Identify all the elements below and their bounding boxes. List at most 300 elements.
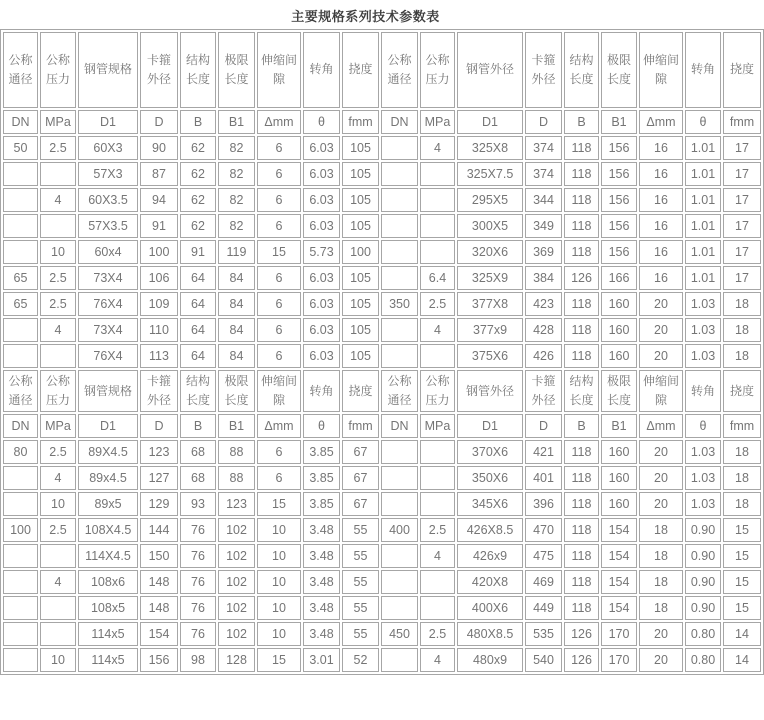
cell: 127 <box>140 466 178 490</box>
cell: 15 <box>723 570 761 594</box>
cell: 400X6 <box>457 596 523 620</box>
cell: 350 <box>381 292 418 316</box>
cell: 6.03 <box>303 318 340 342</box>
column-header: 卡箍外径 <box>525 370 562 412</box>
column-header: 卡箍外径 <box>525 32 562 108</box>
cell: 1.03 <box>685 318 721 342</box>
cell: 3.85 <box>303 440 340 464</box>
cell: 2.5 <box>420 292 455 316</box>
cell: 170 <box>601 622 637 646</box>
cell: 118 <box>564 214 599 238</box>
cell: 55 <box>342 518 379 542</box>
cell: 100 <box>342 240 379 264</box>
cell: 84 <box>218 266 255 290</box>
cell: 17 <box>723 266 761 290</box>
cell <box>3 544 38 568</box>
unit-header: θ <box>685 414 721 438</box>
cell: 65 <box>3 266 38 290</box>
unit-header: MPa <box>40 110 76 134</box>
cell: 98 <box>180 648 216 672</box>
unit-header: DN <box>3 110 38 134</box>
cell: 20 <box>639 440 683 464</box>
cell: 119 <box>218 240 255 264</box>
cell: 160 <box>601 440 637 464</box>
cell: 16 <box>639 214 683 238</box>
cell: 18 <box>723 344 761 368</box>
units-row-1 <box>3 110 761 134</box>
cell: 6 <box>257 318 301 342</box>
cell: 156 <box>601 188 637 212</box>
cell: 62 <box>180 214 216 238</box>
cell <box>3 570 38 594</box>
cell: 320X6 <box>457 240 523 264</box>
cell: 65 <box>3 292 38 316</box>
cell: 4 <box>420 544 455 568</box>
unit-header: fmm <box>342 110 379 134</box>
cell: 154 <box>601 570 637 594</box>
unit-header: Δmm <box>257 414 301 438</box>
cell: 10 <box>257 544 301 568</box>
cell <box>40 596 76 620</box>
column-header: 挠度 <box>723 370 761 412</box>
cell: 17 <box>723 136 761 160</box>
cell: 15 <box>723 596 761 620</box>
cell: 5.73 <box>303 240 340 264</box>
cell: 154 <box>601 596 637 620</box>
cell: 102 <box>218 596 255 620</box>
cell <box>40 344 76 368</box>
cell: 535 <box>525 622 562 646</box>
cell: 0.90 <box>685 596 721 620</box>
cell: 108X4.5 <box>78 518 138 542</box>
column-header: 转角 <box>303 370 340 412</box>
cell: 150 <box>140 544 178 568</box>
cell: 344 <box>525 188 562 212</box>
cell: 6 <box>257 344 301 368</box>
cell: 420X8 <box>457 570 523 594</box>
cell: 6.03 <box>303 188 340 212</box>
cell: 469 <box>525 570 562 594</box>
unit-header: D1 <box>457 414 523 438</box>
cell: 20 <box>639 622 683 646</box>
cell: 1.03 <box>685 344 721 368</box>
cell: 2.5 <box>420 622 455 646</box>
cell: 17 <box>723 162 761 186</box>
cell: 129 <box>140 492 178 516</box>
cell <box>3 162 38 186</box>
cell: 540 <box>525 648 562 672</box>
cell: 89x5 <box>78 492 138 516</box>
cell <box>381 136 418 160</box>
cell: 105 <box>342 162 379 186</box>
cell: 156 <box>601 136 637 160</box>
cell: 1.03 <box>685 466 721 490</box>
cell: 118 <box>564 466 599 490</box>
cell <box>420 344 455 368</box>
cell: 6.03 <box>303 344 340 368</box>
cell: 16 <box>639 240 683 264</box>
unit-header: D1 <box>78 110 138 134</box>
cell: 10 <box>257 570 301 594</box>
unit-header: B1 <box>601 110 637 134</box>
column-header: 极限长度 <box>218 32 255 108</box>
unit-header: MPa <box>420 110 455 134</box>
cell: 2.5 <box>40 266 76 290</box>
table-row <box>3 136 761 160</box>
column-header: 钢管外径 <box>457 370 523 412</box>
cell <box>3 240 38 264</box>
column-header: 转角 <box>685 370 721 412</box>
cell: 73X4 <box>78 318 138 342</box>
cell: 10 <box>257 622 301 646</box>
cell: 102 <box>218 570 255 594</box>
cell: 449 <box>525 596 562 620</box>
cell: 1.01 <box>685 188 721 212</box>
cell <box>420 466 455 490</box>
cell <box>381 266 418 290</box>
cell: 82 <box>218 136 255 160</box>
cell <box>381 214 418 238</box>
column-header: 极限长度 <box>601 32 637 108</box>
table-row <box>3 292 761 316</box>
cell: 10 <box>257 518 301 542</box>
cell: 0.90 <box>685 570 721 594</box>
cell: 60x4 <box>78 240 138 264</box>
cell: 14 <box>723 622 761 646</box>
cell: 16 <box>639 266 683 290</box>
cell: 369 <box>525 240 562 264</box>
cell: 154 <box>601 544 637 568</box>
cell: 118 <box>564 344 599 368</box>
cell: 375X6 <box>457 344 523 368</box>
cell: 6 <box>257 188 301 212</box>
unit-header: B1 <box>218 110 255 134</box>
cell: 450 <box>381 622 418 646</box>
cell <box>420 596 455 620</box>
cell <box>3 214 38 238</box>
cell: 102 <box>218 518 255 542</box>
cell: 0.90 <box>685 544 721 568</box>
cell: 89X4.5 <box>78 440 138 464</box>
cell <box>381 318 418 342</box>
cell: 4 <box>420 136 455 160</box>
cell: 3.48 <box>303 596 340 620</box>
cell: 118 <box>564 440 599 464</box>
cell: 94 <box>140 188 178 212</box>
cell: 3.48 <box>303 544 340 568</box>
column-header: 结构长度 <box>564 370 599 412</box>
cell: 401 <box>525 466 562 490</box>
cell: 106 <box>140 266 178 290</box>
cell: 105 <box>342 136 379 160</box>
cell: 6 <box>257 266 301 290</box>
cell: 17 <box>723 214 761 238</box>
cell: 1.03 <box>685 440 721 464</box>
cell: 113 <box>140 344 178 368</box>
table-row <box>3 492 761 516</box>
column-header: 公称通径 <box>3 370 38 412</box>
cell: 118 <box>564 136 599 160</box>
cell: 300X5 <box>457 214 523 238</box>
cell: 105 <box>342 344 379 368</box>
cell: 55 <box>342 622 379 646</box>
table-row <box>3 266 761 290</box>
cell: 18 <box>723 466 761 490</box>
cell: 160 <box>601 466 637 490</box>
cell: 76X4 <box>78 292 138 316</box>
cell: 377x9 <box>457 318 523 342</box>
cell: 18 <box>639 596 683 620</box>
cell: 154 <box>601 518 637 542</box>
cell: 345X6 <box>457 492 523 516</box>
cell: 102 <box>218 544 255 568</box>
cell <box>381 344 418 368</box>
cell: 16 <box>639 136 683 160</box>
cell: 374 <box>525 162 562 186</box>
cell: 10 <box>257 596 301 620</box>
cell: 68 <box>180 466 216 490</box>
cell <box>420 188 455 212</box>
unit-header: Δmm <box>639 110 683 134</box>
column-header: 卡箍外径 <box>140 32 178 108</box>
column-header: 伸缩间隙 <box>639 370 683 412</box>
table-row <box>3 188 761 212</box>
cell: 156 <box>601 162 637 186</box>
cell: 118 <box>564 188 599 212</box>
cell: 1.01 <box>685 162 721 186</box>
column-header: 结构长度 <box>180 370 216 412</box>
cell: 91 <box>140 214 178 238</box>
cell <box>3 492 38 516</box>
column-header: 钢管规格 <box>78 370 138 412</box>
cell: 6 <box>257 162 301 186</box>
cell: 160 <box>601 292 637 316</box>
unit-header: D1 <box>457 110 523 134</box>
spec-table <box>0 29 764 675</box>
cell: 108x5 <box>78 596 138 620</box>
cell: 160 <box>601 492 637 516</box>
cell: 170 <box>601 648 637 672</box>
cell: 89x4.5 <box>78 466 138 490</box>
cell: 50 <box>3 136 38 160</box>
cell: 3.48 <box>303 622 340 646</box>
cell: 64 <box>180 266 216 290</box>
unit-header: fmm <box>723 110 761 134</box>
cell: 88 <box>218 440 255 464</box>
column-header: 公称压力 <box>40 370 76 412</box>
cell: 374 <box>525 136 562 160</box>
cell <box>40 162 76 186</box>
cell: 67 <box>342 440 379 464</box>
cell <box>381 466 418 490</box>
cell: 144 <box>140 518 178 542</box>
column-header: 公称压力 <box>420 32 455 108</box>
cell <box>381 544 418 568</box>
cell: 18 <box>723 440 761 464</box>
table-row <box>3 162 761 186</box>
cell <box>3 648 38 672</box>
cell <box>381 492 418 516</box>
cell: 4 <box>40 466 76 490</box>
column-header: 伸缩间隙 <box>257 370 301 412</box>
cell: 57X3 <box>78 162 138 186</box>
cell: 55 <box>342 596 379 620</box>
column-header: 公称压力 <box>420 370 455 412</box>
column-header: 转角 <box>303 32 340 108</box>
cell: 76 <box>180 596 216 620</box>
cell: 325X7.5 <box>457 162 523 186</box>
cell <box>420 570 455 594</box>
cell: 2.5 <box>40 518 76 542</box>
cell: 377X8 <box>457 292 523 316</box>
cell: 1.01 <box>685 214 721 238</box>
cell: 10 <box>40 648 76 672</box>
cell: 114X4.5 <box>78 544 138 568</box>
cell: 426 <box>525 344 562 368</box>
cell: 15 <box>257 648 301 672</box>
cell: 126 <box>564 266 599 290</box>
unit-header: MPa <box>40 414 76 438</box>
table-row <box>3 344 761 368</box>
cell: 20 <box>639 648 683 672</box>
unit-header: DN <box>381 110 418 134</box>
cell: 82 <box>218 162 255 186</box>
cell: 84 <box>218 318 255 342</box>
cell <box>3 344 38 368</box>
cell: 470 <box>525 518 562 542</box>
cell: 154 <box>140 622 178 646</box>
unit-header: θ <box>303 110 340 134</box>
cell: 110 <box>140 318 178 342</box>
cell: 15 <box>257 240 301 264</box>
cell: 82 <box>218 188 255 212</box>
cell: 15 <box>723 544 761 568</box>
cell: 400 <box>381 518 418 542</box>
cell: 18 <box>723 492 761 516</box>
cell: 20 <box>639 344 683 368</box>
cell: 64 <box>180 318 216 342</box>
cell: 10 <box>40 492 76 516</box>
cell: 82 <box>218 214 255 238</box>
cell: 105 <box>342 318 379 342</box>
cell: 52 <box>342 648 379 672</box>
cell <box>381 240 418 264</box>
cell: 20 <box>639 318 683 342</box>
cell: 1.03 <box>685 292 721 316</box>
table-row <box>3 318 761 342</box>
cell: 4 <box>420 648 455 672</box>
cell <box>420 162 455 186</box>
cell: 166 <box>601 266 637 290</box>
cell: 15 <box>257 492 301 516</box>
cell <box>40 544 76 568</box>
column-header: 卡箍外径 <box>140 370 178 412</box>
cell: 6.03 <box>303 162 340 186</box>
cell: 76 <box>180 544 216 568</box>
cell: 426x9 <box>457 544 523 568</box>
column-header: 结构长度 <box>180 32 216 108</box>
unit-header: B <box>564 110 599 134</box>
cell: 18 <box>639 544 683 568</box>
cell: 2.5 <box>40 440 76 464</box>
unit-header: DN <box>381 414 418 438</box>
cell: 118 <box>564 544 599 568</box>
cell: 3.48 <box>303 570 340 594</box>
unit-header: fmm <box>723 414 761 438</box>
cell <box>420 440 455 464</box>
cell: 20 <box>639 466 683 490</box>
cell: 2.5 <box>40 292 76 316</box>
cell: 1.03 <box>685 492 721 516</box>
table-row <box>3 466 761 490</box>
cell: 6 <box>257 214 301 238</box>
unit-header: fmm <box>342 414 379 438</box>
table-row <box>3 544 761 568</box>
cell: 6.03 <box>303 214 340 238</box>
unit-header: B1 <box>601 414 637 438</box>
cell: 68 <box>180 440 216 464</box>
unit-header: D <box>140 414 178 438</box>
cell: 1.01 <box>685 266 721 290</box>
column-header: 公称通径 <box>381 370 418 412</box>
cell: 17 <box>723 188 761 212</box>
cell: 480X8.5 <box>457 622 523 646</box>
cell: 384 <box>525 266 562 290</box>
table-row <box>3 240 761 264</box>
cell <box>3 596 38 620</box>
cell: 3.01 <box>303 648 340 672</box>
cell: 426X8.5 <box>457 518 523 542</box>
cell: 3.85 <box>303 466 340 490</box>
cell: 325X9 <box>457 266 523 290</box>
cell: 6 <box>257 292 301 316</box>
cell: 126 <box>564 622 599 646</box>
cell: 295X5 <box>457 188 523 212</box>
cell: 64 <box>180 292 216 316</box>
cell: 349 <box>525 214 562 238</box>
cell: 156 <box>140 648 178 672</box>
cell: 16 <box>639 162 683 186</box>
column-header: 伸缩间隙 <box>639 32 683 108</box>
cell: 105 <box>342 188 379 212</box>
cell: 76 <box>180 518 216 542</box>
cell: 18 <box>639 570 683 594</box>
cell: 108x6 <box>78 570 138 594</box>
cell: 118 <box>564 240 599 264</box>
cell: 160 <box>601 344 637 368</box>
cell: 6 <box>257 466 301 490</box>
unit-header: Δmm <box>639 414 683 438</box>
cell: 118 <box>564 596 599 620</box>
cell: 156 <box>601 240 637 264</box>
cell: 428 <box>525 318 562 342</box>
column-header: 钢管外径 <box>457 32 523 108</box>
cell: 76 <box>180 570 216 594</box>
table-row <box>3 622 761 646</box>
cell: 105 <box>342 266 379 290</box>
column-header: 结构长度 <box>564 32 599 108</box>
cell: 6.03 <box>303 266 340 290</box>
cell <box>420 240 455 264</box>
cell <box>381 188 418 212</box>
cell: 60X3 <box>78 136 138 160</box>
units-row-2 <box>3 414 761 438</box>
unit-header: DN <box>3 414 38 438</box>
cell: 17 <box>723 240 761 264</box>
cell: 67 <box>342 492 379 516</box>
cell: 475 <box>525 544 562 568</box>
cell <box>3 466 38 490</box>
